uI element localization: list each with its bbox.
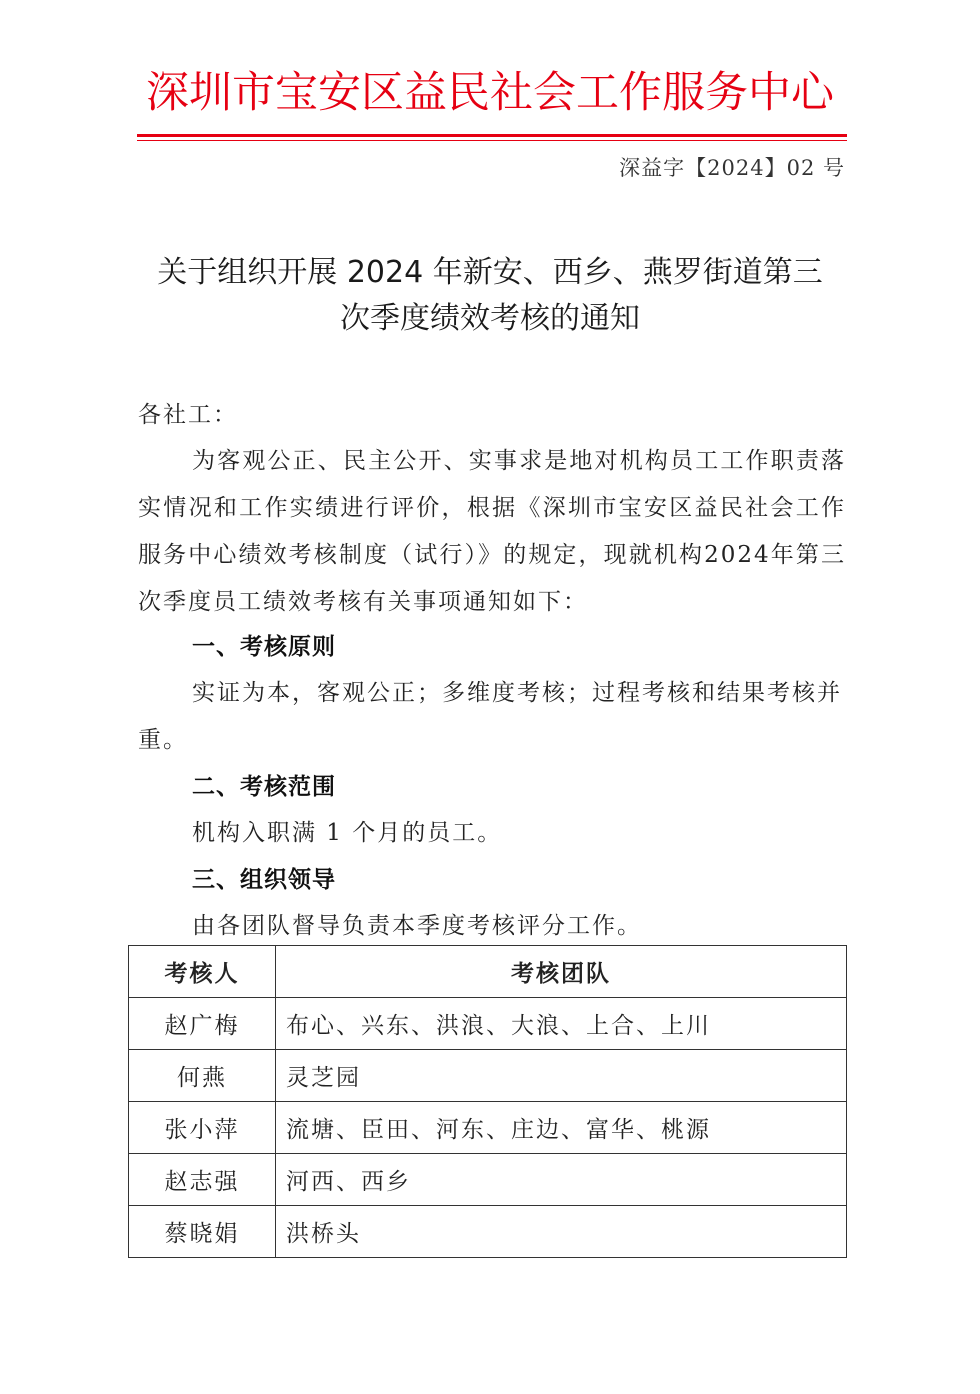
reviewer-cell: 赵广梅 <box>129 998 276 1050</box>
section-content-principles: 实证为本，客观公正；多维度考核；过程考核和结果考核并重。 <box>138 680 842 753</box>
reviewer-cell: 蔡晓娟 <box>129 1206 276 1258</box>
section-heading-principles: 一、考核原则 <box>192 634 336 660</box>
salutation: 各社工： <box>138 402 238 428</box>
review-assignment-table <box>128 945 847 1258</box>
document-number: 深益字【2024】02 号 <box>619 156 845 180</box>
reviewer-cell: 张小萍 <box>129 1102 276 1154</box>
team-cell: 灵芝园 <box>276 1050 847 1102</box>
header-red-rule-thick <box>137 134 847 137</box>
table-row <box>129 1206 847 1258</box>
table-row <box>129 1154 847 1206</box>
section-heading-scope: 二、考核范围 <box>192 774 336 800</box>
header-red-rule-thin <box>137 140 847 141</box>
document-title <box>130 250 850 342</box>
table-header-row <box>129 946 847 998</box>
document-title-line1: 关于组织开展 2024 年新安、西乡、燕罗街道第三 <box>157 255 823 290</box>
organization-header: 深圳市宝安区益民社会工作服务中心 <box>146 68 834 118</box>
intro-paragraph: 为客观公正、民主公开、实事求是地对机构员工工作职责落实情况和工作实绩进行评价，根据《深圳市宝安区益民社会工作服务中心绩效考核制度（试行）》的规定，现就机构2024年第三次季度员工绩效考核有关事项通知如下： <box>138 448 846 615</box>
document-title-line2: 次季度绩效考核的通知 <box>340 301 640 336</box>
column-header-reviewer: 考核人 <box>129 946 276 998</box>
table-row <box>129 1050 847 1102</box>
reviewer-cell: 何燕 <box>129 1050 276 1102</box>
column-header-team: 考核团队 <box>276 946 847 998</box>
section-content-scope: 机构入职满 1 个月的员工。 <box>192 820 503 846</box>
section-content-leadership: 由各团队督导负责本季度考核评分工作。 <box>192 913 642 939</box>
table-row <box>129 998 847 1050</box>
team-cell: 洪桥头 <box>276 1206 847 1258</box>
reviewer-cell: 赵志强 <box>129 1154 276 1206</box>
section-heading-leadership: 三、组织领导 <box>192 867 336 893</box>
team-cell: 布心、兴东、洪浪、大浪、上合、上川 <box>276 998 847 1050</box>
team-cell: 流塘、臣田、河东、庄边、富华、桃源 <box>276 1102 847 1154</box>
team-cell: 河西、西乡 <box>276 1154 847 1206</box>
table-row <box>129 1102 847 1154</box>
